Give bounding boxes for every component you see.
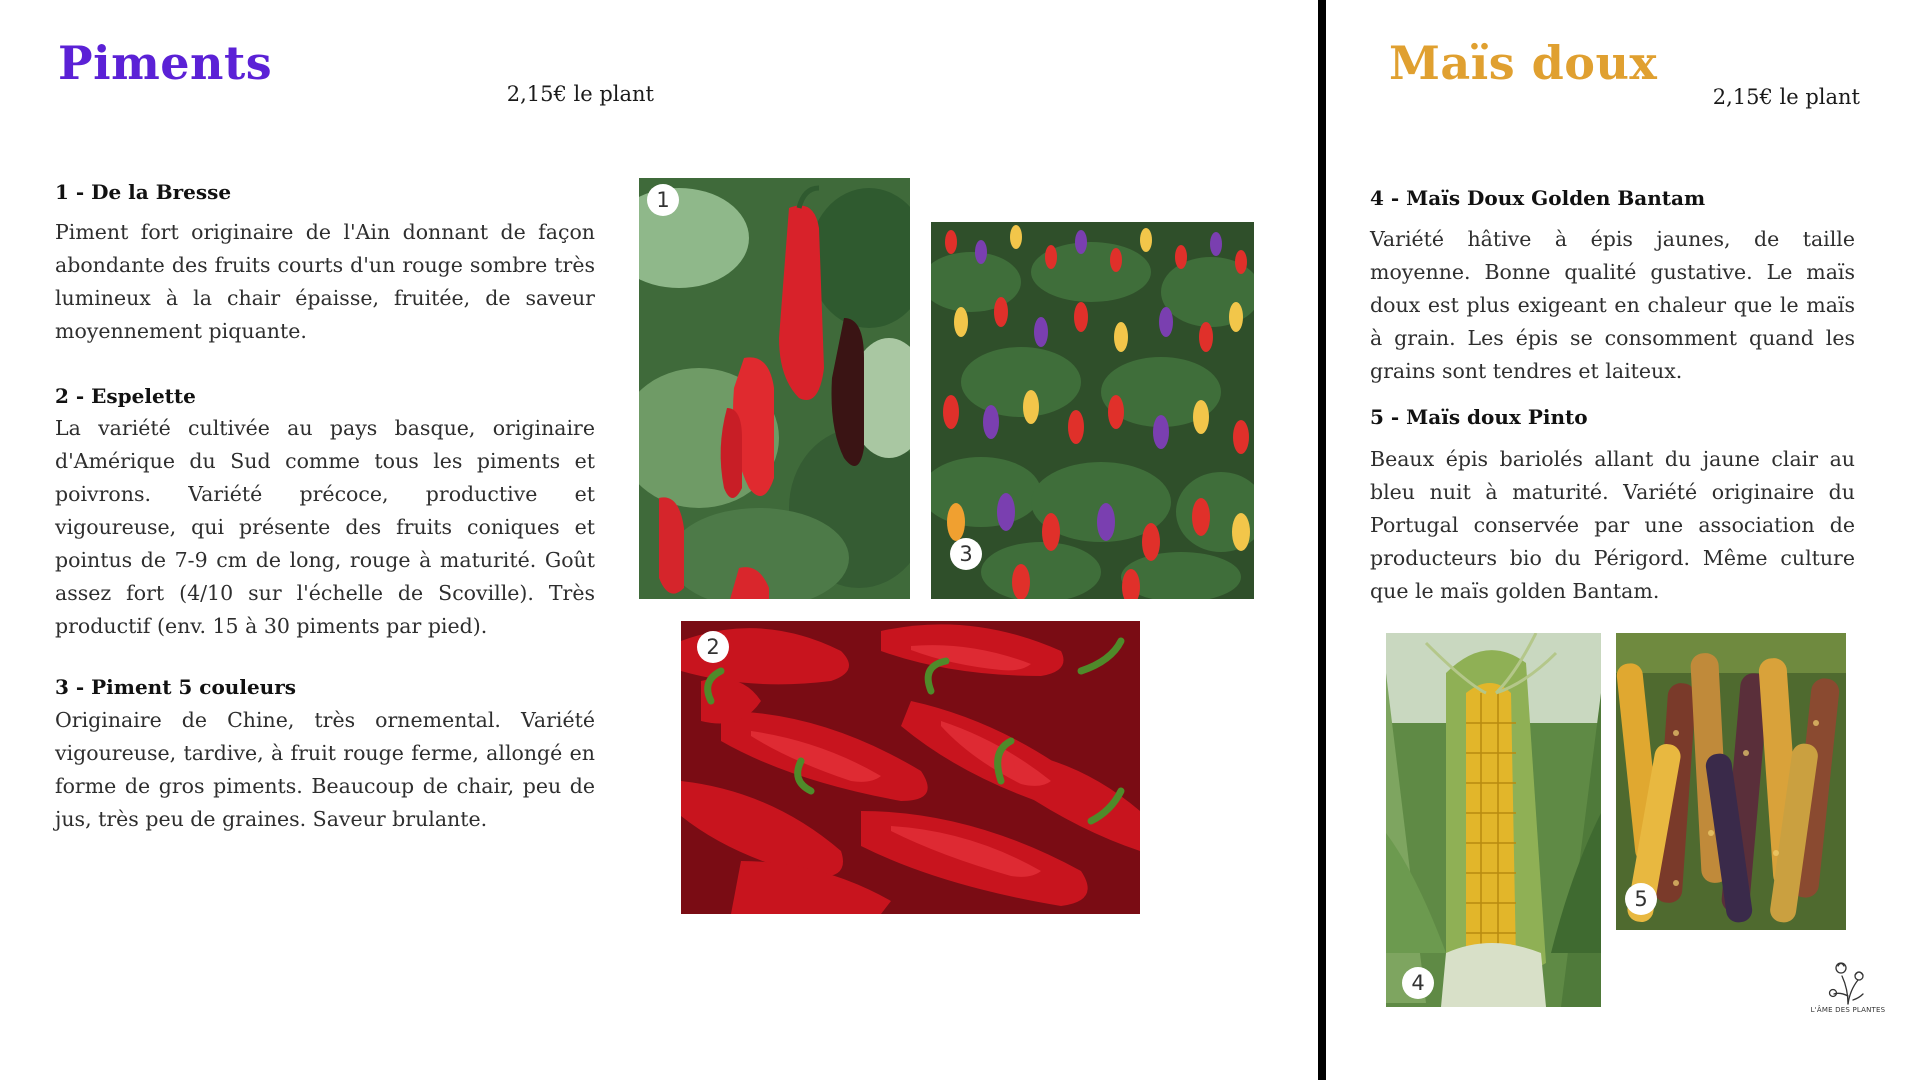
yellow-corn-cob-image — [1386, 633, 1601, 1007]
page-divider — [1318, 0, 1326, 1080]
photo-espelette — [681, 621, 1140, 914]
heading-de-la-bresse: 1 - De la Bresse — [55, 180, 232, 204]
price-mais-doux: 2,15€ le plant — [1712, 85, 1860, 109]
photo-number-badge: 4 — [1402, 967, 1434, 999]
photo-number-badge: 1 — [647, 184, 679, 216]
photo-number-badge: 3 — [950, 538, 982, 570]
photo-piment-5-couleurs — [931, 222, 1254, 599]
title-piments: Piments — [58, 36, 273, 90]
ornamental-peppers-image — [931, 222, 1254, 599]
brand-logo — [1810, 956, 1886, 1032]
photo-golden-bantam — [1386, 633, 1601, 1007]
text-piment-5-couleurs: Originaire de Chine, très ornemental. Variété vigoureuse, tardive, à fruit rouge ferme, allongé en forme de gros piments. Beaucoup de chair, peu de jus, très peu de graines. Saveur brulante. — [55, 708, 595, 831]
text-espelette: La variété cultivée au pays basque, originaire d'Amérique du Sud comme tous les piments et poivrons. Variété précoce, productive et vigoureuse, qui présente des fruits coniques et pointus de 7-9 cm de long, rouge à maturité. Goût assez fort (4/10 sur l'échelle de Scoville). Très productif (env. 15 à 30 piments par pied). — [55, 416, 595, 638]
title-mais-doux: Maïs doux — [1389, 36, 1658, 90]
text-de-la-bresse: Piment fort originaire de l'Ain donnant de façon abondante des fruits courts d'un rouge sombre très lumineux à la chair épaisse, fruitée, de saveur moyennement piquante. — [55, 220, 595, 343]
logo-text: L'ÂME DES PLANTES — [1810, 1006, 1886, 1014]
photo-number-badge: 5 — [1625, 883, 1657, 915]
text-pinto: Beaux épis bariolés allant du jaune clair au bleu nuit à maturité. Variété originaire du Portugal conservée par une association de producteurs bio du Périgord. Même culture que le maïs golden Bantam. — [1370, 447, 1855, 603]
photo-de-la-bresse — [639, 178, 910, 599]
flower-logo-icon — [1823, 956, 1873, 1006]
heading-golden-bantam: 4 - Maïs Doux Golden Bantam — [1370, 186, 1706, 210]
heading-piment-5-couleurs: 3 - Piment 5 couleurs — [55, 675, 297, 699]
photo-pinto — [1616, 633, 1846, 930]
photo-number-badge: 2 — [697, 631, 729, 663]
red-peppers-pile-image — [681, 621, 1140, 914]
heading-espelette: 2 - Espelette — [55, 384, 196, 408]
heading-pinto: 5 - Maïs doux Pinto — [1370, 405, 1588, 429]
price-piments: 2,15€ le plant — [506, 82, 654, 106]
text-golden-bantam: Variété hâtive à épis jaunes, de taille moyenne. Bonne qualité gustative. Le maïs doux est plus exigeant en chaleur que le maïs à grain. Les épis se consomment quand les grains sont tendres et laiteux. — [1370, 227, 1855, 383]
pepper-plant-image — [639, 178, 910, 599]
